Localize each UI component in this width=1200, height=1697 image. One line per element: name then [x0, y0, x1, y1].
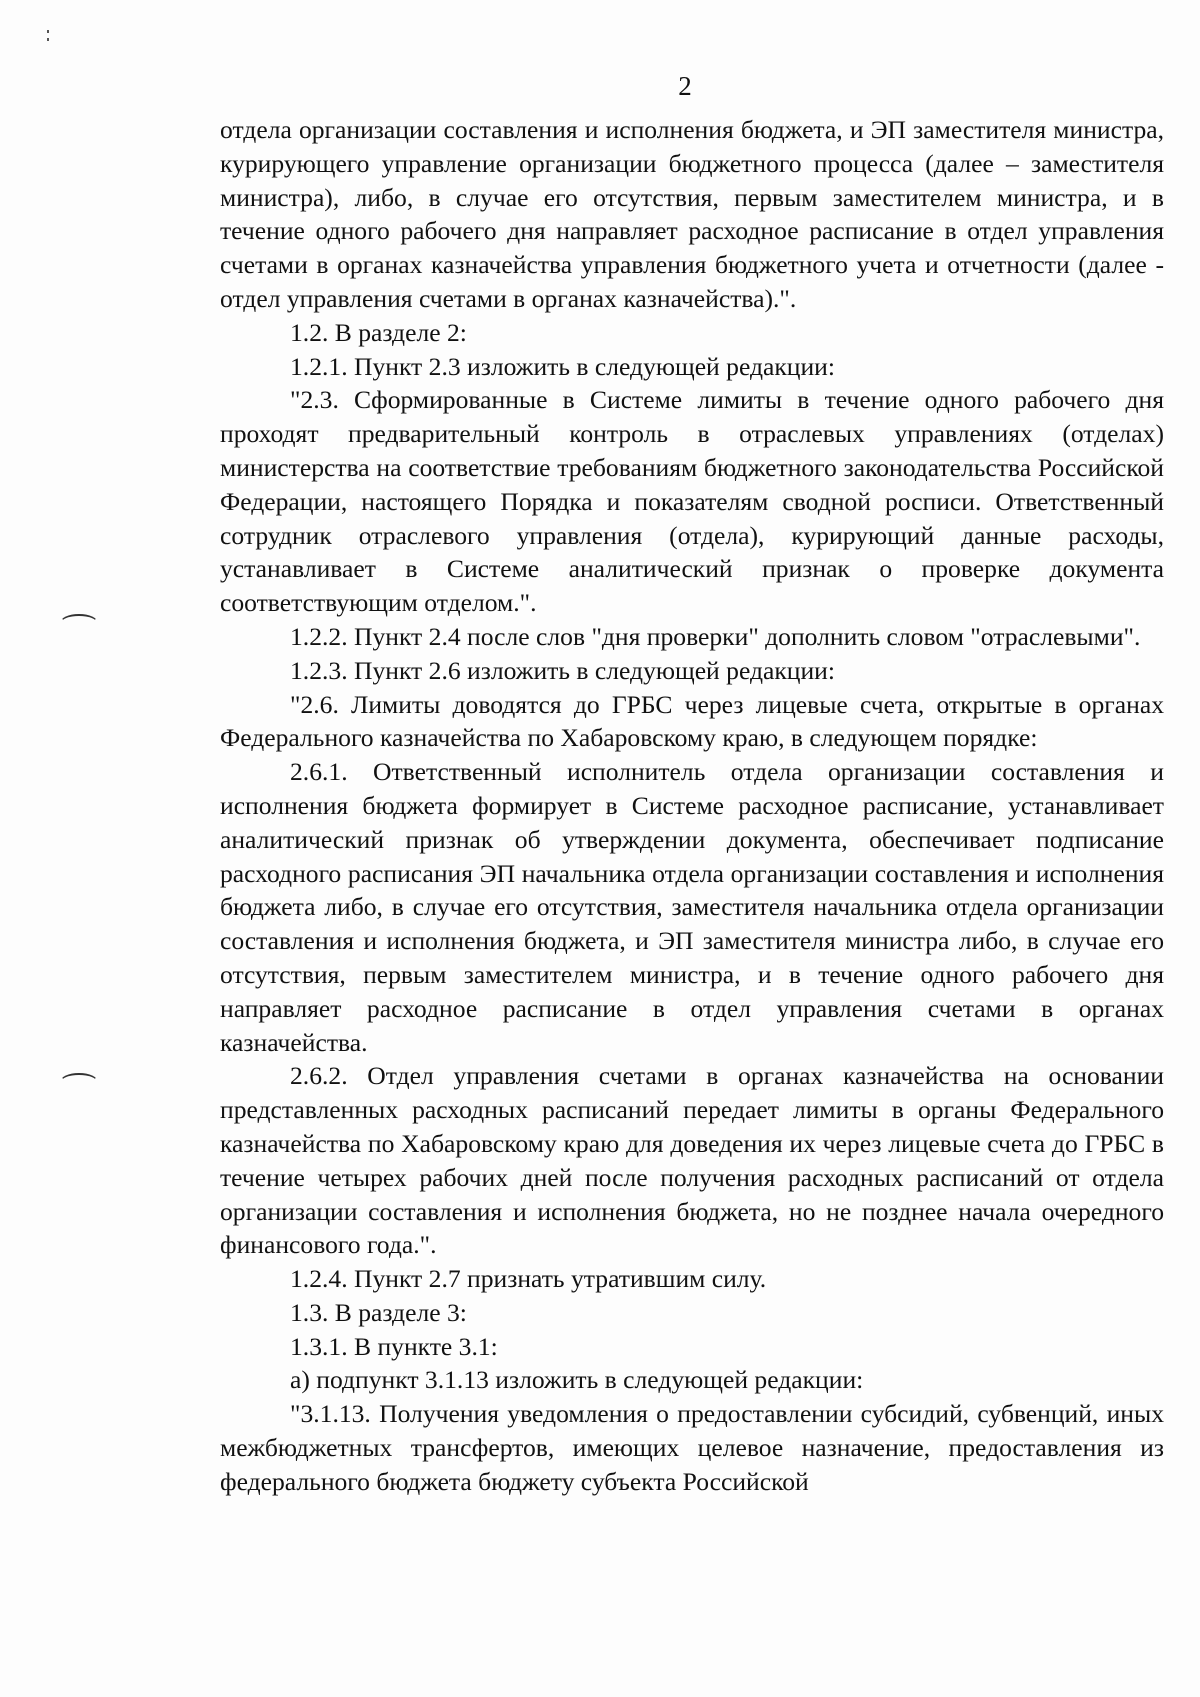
paragraph-quote-2-3: "2.3. Сформированные в Системе лимиты в течение одного рабочего дня проходят предварительный контроль в отраслевых управлениях (отделах) министерства на соответствие требованиям бюджетного законодательства Российской Федерации, настоящего Порядка и показателям сводной росписи. Ответственный сотрудник отраслевого управления (отдела), курирующий данные расходы, устанавливает в Системе аналитический признак о проверке документа соответствующим отделом.".	[220, 385, 1164, 618]
punch-hole-mark	[60, 614, 98, 632]
paragraph-item-1-3: 1.3. В разделе 3:	[290, 1297, 467, 1327]
paragraph-item-1-2-3: 1.2.3. Пункт 2.6 изложить в следующей редакции:	[290, 655, 835, 685]
paragraph-item-2-6-1: 2.6.1. Ответственный исполнитель отдела организации составления и исполнения бюджета формирует в Системе расходное расписание, устанавливает аналитический признак об утверждении документа, обеспечивает подписание расходного расписания ЭП начальника отдела организации составления и исполнения бюджета либо, в случае его отсутствия, заместителя начальника отдела организации составления и исполнения бюджета, и ЭП заместителя министра либо, в случае его отсутствия, первым заместителем министра, и в течение одного рабочего дня направляет расходное расписание в отдел управления счетами в органах казначейства.	[220, 757, 1164, 1057]
paragraph-item-1-3-1: 1.3.1. В пункте 3.1:	[290, 1331, 498, 1361]
document-body	[220, 113, 1164, 1499]
paragraph-quote-3-1-13: "3.1.13. Получения уведомления о предоставлении субсидий, субвенций, иных межбюджетных трансфертов, имеющих целевое назначение, предоставления из федерального бюджета бюджету субъекта Российской	[220, 1399, 1164, 1496]
page-number: 2	[678, 71, 692, 101]
paragraph-item-1-2: 1.2. В разделе 2:	[290, 317, 467, 347]
paragraph-quote-2-6: "2.6. Лимиты доводятся до ГРБС через лицевые счета, открытые в органах Федерального казначейства по Хабаровскому краю, в следующем порядке:	[220, 689, 1164, 753]
paragraph-item-1-2-4: 1.2.4. Пункт 2.7 признать утратившим силу.	[290, 1264, 767, 1294]
paragraph-subitem-a: а) подпункт 3.1.13 изложить в следующей редакции:	[290, 1365, 864, 1395]
punch-hole-mark	[60, 1073, 98, 1091]
paragraph-continuation: отдела организации составления и исполнения бюджета, и ЭП заместителя министра, курирующего управление организации бюджетного процесса (далее – заместителя министра), либо, в случае его отсутствия, первым заместителем министра, и в течение одного рабочего дня направляет расходное расписание в отдел управления счетами в органах казначейства управления бюджетного учета и отчетности (далее - отдел управления счетами в органах казначейства).".	[220, 115, 1164, 313]
paragraph-item-2-6-2: 2.6.2. Отдел управления счетами в органах казначейства на основании представленных расходных расписаний передает лимиты в органы Федерального казначейства по Хабаровскому краю для доведения их через лицевые счета до ГРБС в течение четырех рабочих дней после получения расходных расписаний от отдела организации составления и исполнения бюджета, но не позднее начала очередного финансового года.".	[220, 1061, 1164, 1260]
scan-speck	[47, 30, 49, 33]
paragraph-item-1-2-2: 1.2.2. Пункт 2.4 после слов "дня проверки" дополнить словом "отраслевыми".	[290, 621, 1141, 651]
scan-speck	[47, 38, 49, 41]
paragraph-item-1-2-1: 1.2.1. Пункт 2.3 изложить в следующей редакции:	[290, 351, 835, 381]
